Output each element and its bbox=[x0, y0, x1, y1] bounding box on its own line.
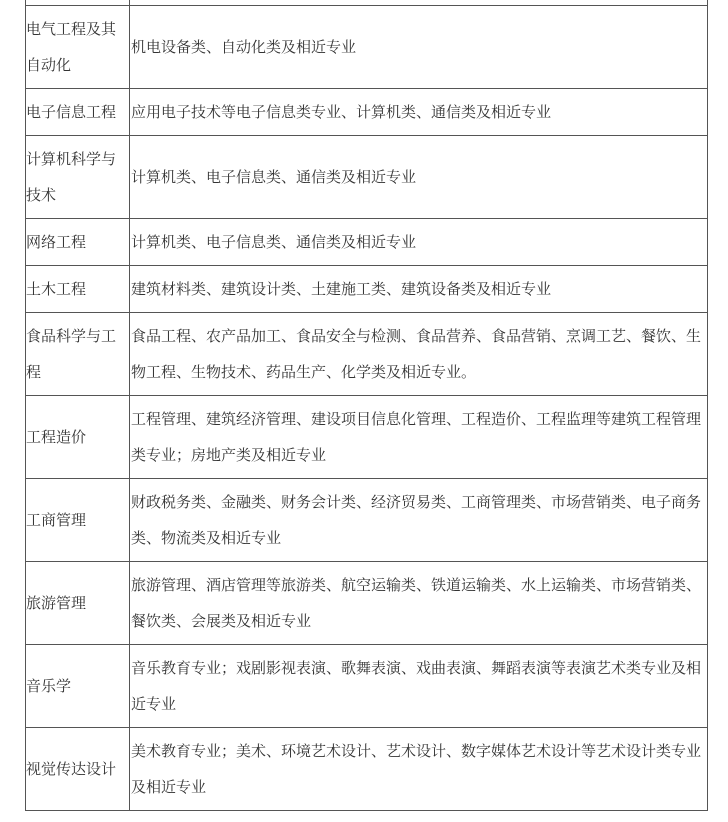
major-cell: 视觉传达设计 bbox=[26, 728, 130, 811]
major-cell: 工程造价 bbox=[26, 396, 130, 479]
requirement-cell: 旅游管理、酒店管理等旅游类、航空运输类、铁道运输类、水上运输类、市场营销类、餐饮类、会展类及相近专业 bbox=[130, 562, 708, 645]
major-cell: 计算机科学与技术 bbox=[26, 136, 130, 219]
table-row bbox=[26, 136, 708, 219]
requirement-cell: 工程管理、建筑经济管理、建设项目信息化管理、工程造价、工程监理等建筑工程管理类专业；房地产类及相近专业 bbox=[130, 396, 708, 479]
table-row bbox=[26, 479, 708, 562]
table-row bbox=[26, 728, 708, 811]
table-row bbox=[26, 6, 708, 89]
requirement-cell: 机电设备类、自动化类及相近专业 bbox=[130, 6, 708, 89]
requirement-cell: 美术教育专业；美术、环境艺术设计、艺术设计、数字媒体艺术设计等艺术设计类专业及相近专业 bbox=[130, 728, 708, 811]
table-row bbox=[26, 645, 708, 728]
major-cell: 工商管理 bbox=[26, 479, 130, 562]
major-requirements-table bbox=[25, 0, 708, 811]
major-cell: 电气工程及其自动化 bbox=[26, 6, 130, 89]
table-row bbox=[26, 266, 708, 313]
requirement-cell: 计算机类、电子信息类、通信类及相近专业 bbox=[130, 136, 708, 219]
requirement-cell: 音乐教育专业；戏剧影视表演、歌舞表演、戏曲表演、舞蹈表演等表演艺术类专业及相近专业 bbox=[130, 645, 708, 728]
major-cell: 旅游管理 bbox=[26, 562, 130, 645]
table-row bbox=[26, 89, 708, 136]
table-row bbox=[26, 562, 708, 645]
major-cell: 网络工程 bbox=[26, 219, 130, 266]
major-requirements-table-container bbox=[25, 0, 707, 811]
requirement-cell: 计算机类、电子信息类、通信类及相近专业 bbox=[130, 219, 708, 266]
major-cell: 电子信息工程 bbox=[26, 89, 130, 136]
requirement-cell: 应用电子技术等电子信息类专业、计算机类、通信类及相近专业 bbox=[130, 89, 708, 136]
major-cell: 食品科学与工程 bbox=[26, 313, 130, 396]
table-row bbox=[26, 313, 708, 396]
table-row bbox=[26, 396, 708, 479]
requirement-cell: 财政税务类、金融类、财务会计类、经济贸易类、工商管理类、市场营销类、电子商务类、物流类及相近专业 bbox=[130, 479, 708, 562]
major-cell: 土木工程 bbox=[26, 266, 130, 313]
requirement-cell: 食品工程、农产品加工、食品安全与检测、食品营养、食品营销、烹调工艺、餐饮、生物工程、生物技术、药品生产、化学类及相近专业。 bbox=[130, 313, 708, 396]
requirement-cell: 建筑材料类、建筑设计类、土建施工类、建筑设备类及相近专业 bbox=[130, 266, 708, 313]
major-cell: 音乐学 bbox=[26, 645, 130, 728]
table-row bbox=[26, 219, 708, 266]
